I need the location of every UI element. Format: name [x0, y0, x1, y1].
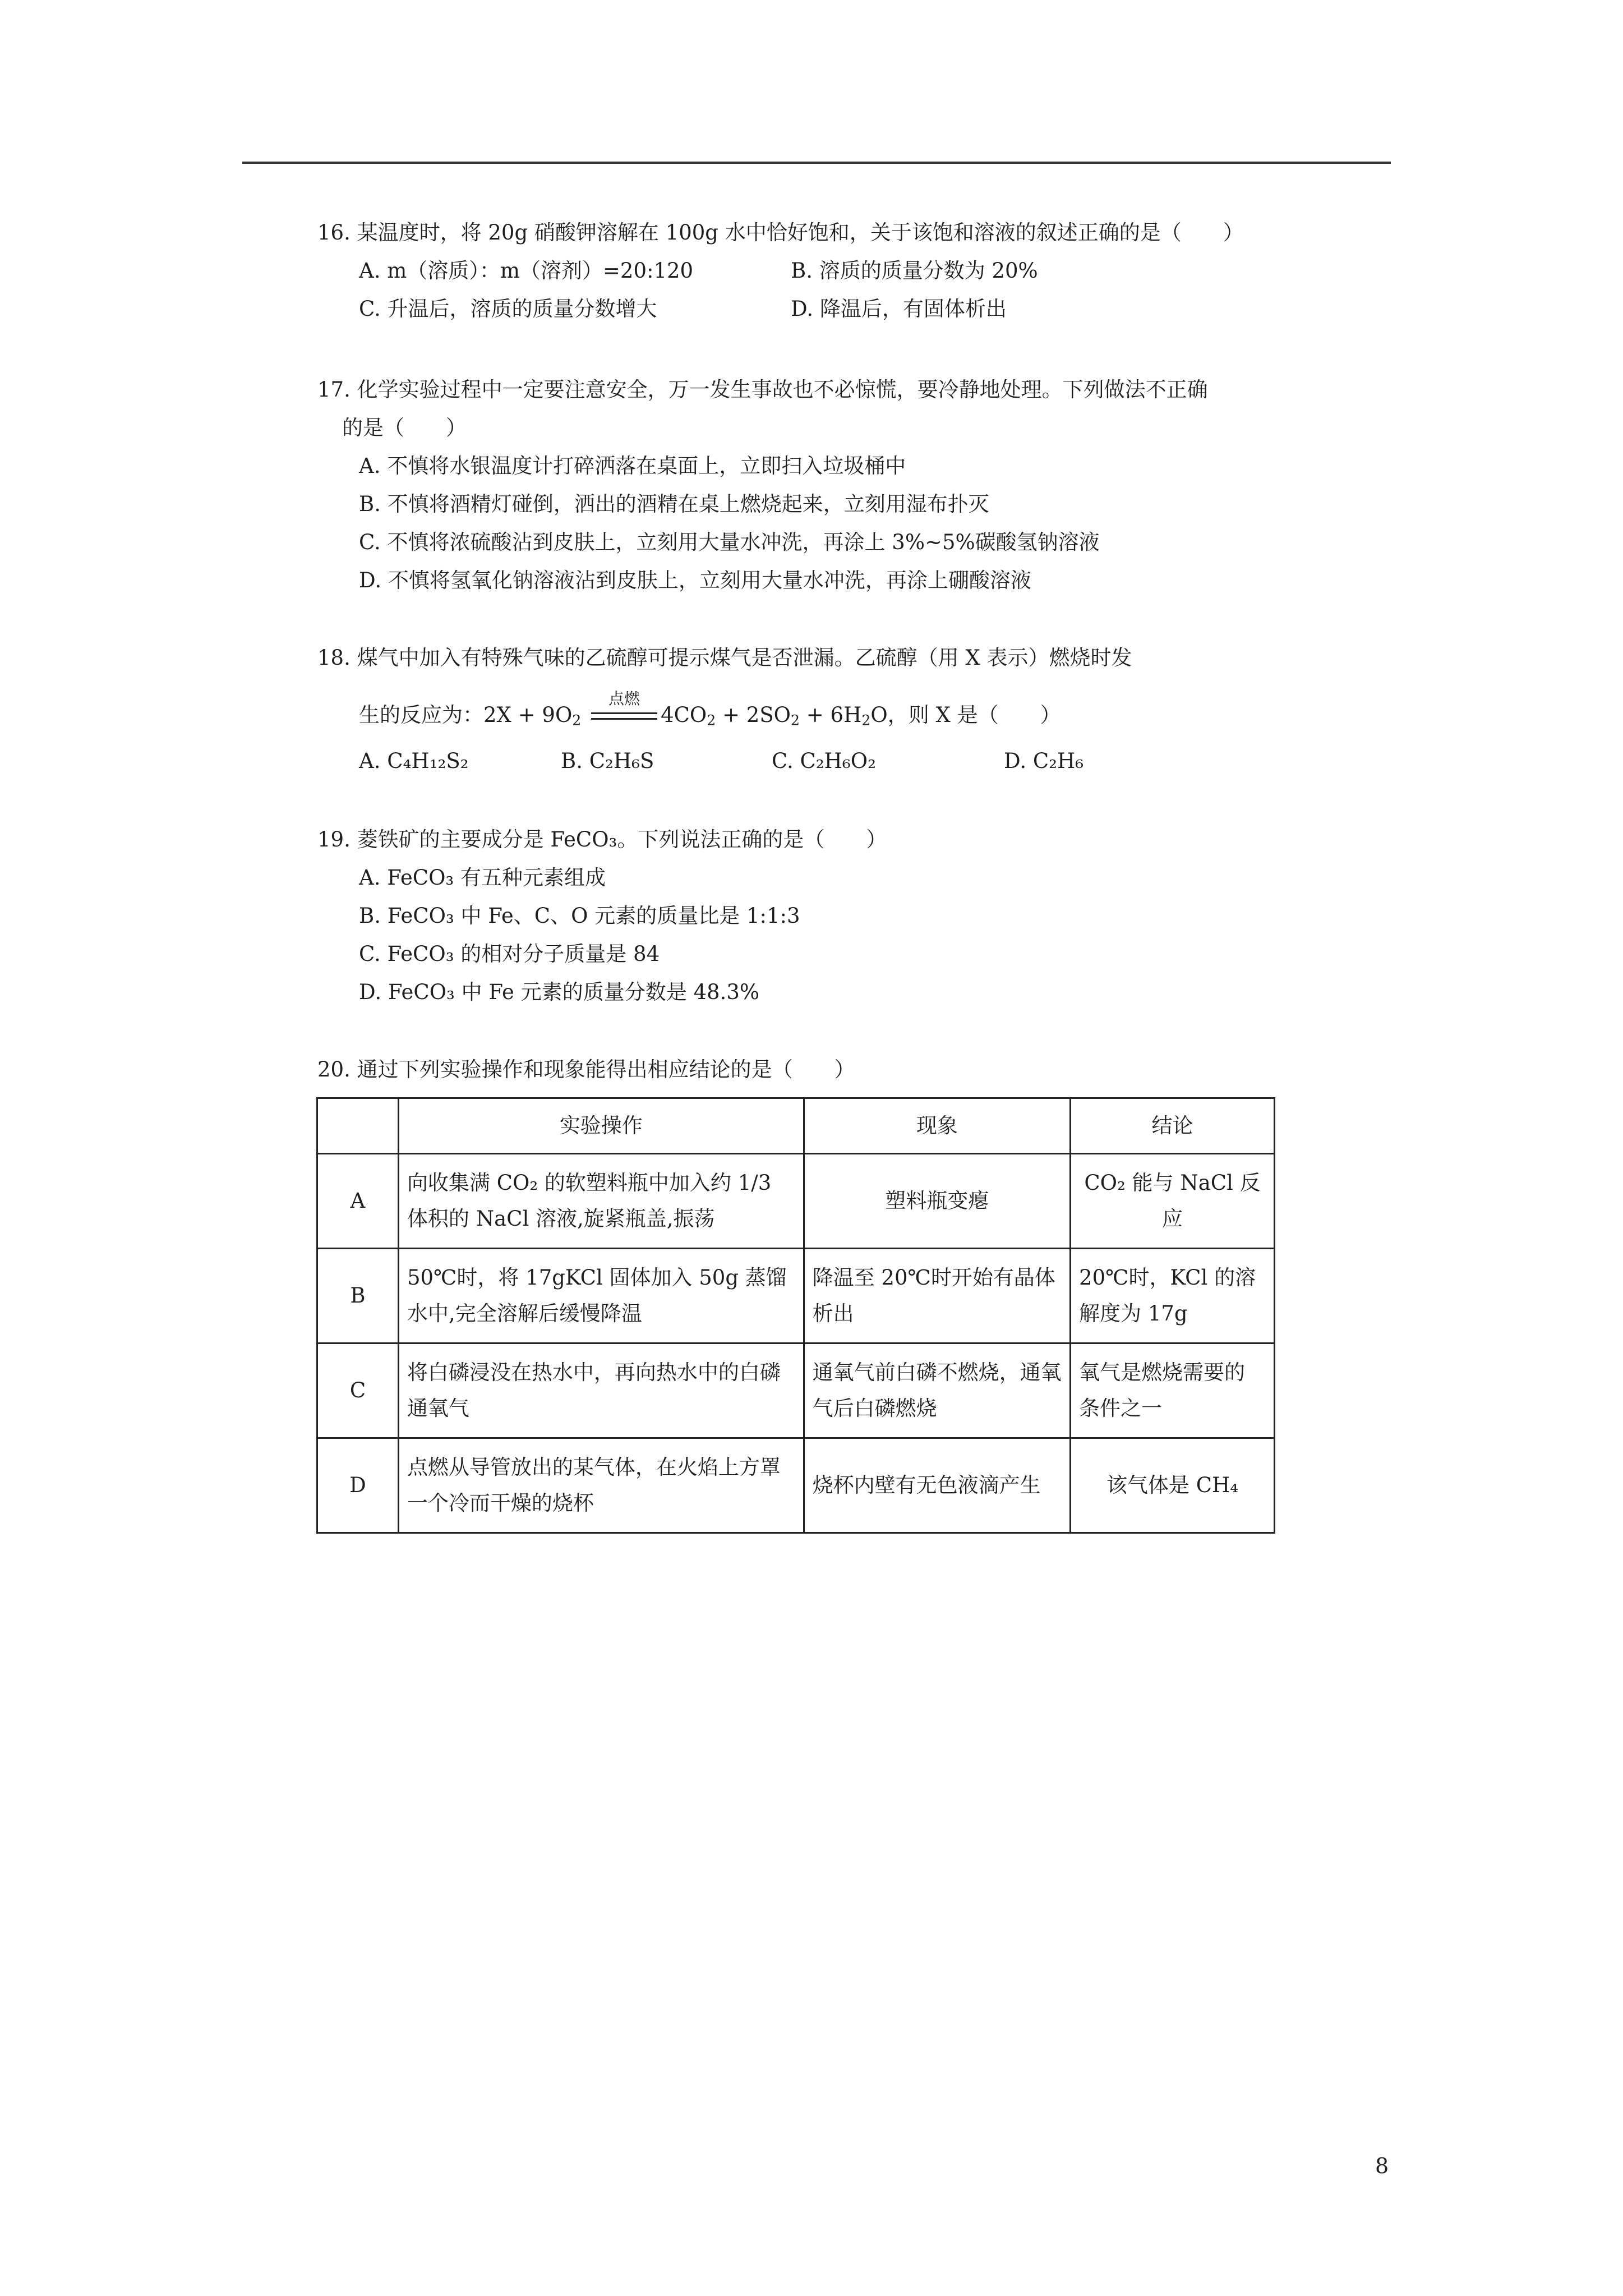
page-number: 8	[1375, 2154, 1389, 2178]
q16-stem: 16. 某温度时，将 20g 硝酸钾溶解在 100g 水中恰好饱和，关于该饱和溶液的叙述正确的是（ ）	[317, 220, 1244, 245]
table-row	[317, 1343, 1275, 1438]
q18-equation: 生的反应为：$2X + 9O_2$ 点燃 $4CO_2 + 2SO_2 + 6H_2O$，则 X 是（ ）	[359, 689, 1061, 729]
table-row	[317, 1154, 1275, 1249]
row-operation: 将白磷浸没在热水中，再向热水中的白磷通氧气	[398, 1343, 804, 1438]
table-header-operation: 实验操作	[398, 1098, 804, 1154]
q17-option-a: A. 不慎将水银温度计打碎洒落在桌面上，立即扫入垃圾桶中	[359, 454, 906, 478]
q19-option-b: B. FeCO₃ 中 Fe、C、O 元素的质量比是 1:1:3	[359, 904, 800, 928]
row-conclusion: 该气体是 CH₄	[1071, 1438, 1275, 1533]
q17-option-d: D. 不慎将氢氧化钠溶液沾到皮肤上，立刻用大量水冲洗，再涂上硼酸溶液	[359, 568, 1031, 592]
row-conclusion: CO₂ 能与 NaCl 反应	[1071, 1154, 1275, 1249]
table-header-conclusion: 结论	[1071, 1098, 1275, 1154]
q16-option-c: C. 升温后，溶质的质量分数增大	[359, 297, 657, 321]
q16-option-b: B. 溶质的质量分数为 20%	[791, 259, 1038, 283]
row-key: B	[317, 1249, 399, 1343]
q19-stem: 19. 菱铁矿的主要成分是 FeCO₃。下列说法正确的是（ ）	[317, 827, 887, 852]
q18-stem-line1: 18. 煤气中加入有特殊气味的乙硫醇可提示煤气是否泄漏。乙硫醇（用 X 表示）燃烧时发	[317, 646, 1132, 670]
row-phenomenon: 塑料瓶变瘪	[804, 1154, 1070, 1249]
table-header-phenomenon: 现象	[804, 1098, 1070, 1154]
table-row	[317, 1249, 1275, 1343]
q18-option-a: A. C₄H₁₂S₂	[359, 749, 469, 773]
q17-option-b: B. 不慎将酒精灯碰倒，洒出的酒精在桌上燃烧起来，立刻用湿布扑灭	[359, 492, 989, 516]
row-phenomenon: 通氧气前白磷不燃烧，通氧气后白磷燃烧	[804, 1343, 1070, 1438]
row-operation: 向收集满 CO₂ 的软塑料瓶中加入约 1/3 体积的 NaCl 溶液,旋紧瓶盖,振荡	[398, 1154, 804, 1249]
header-rule	[242, 162, 1391, 164]
table-header-blank	[317, 1098, 399, 1154]
q18-option-b: B. C₂H₆S	[561, 749, 654, 773]
row-key: C	[317, 1343, 399, 1438]
table-row	[317, 1438, 1275, 1533]
q16-option-d: D. 降温后，有固体析出	[791, 297, 1007, 321]
experiment-table	[316, 1097, 1275, 1534]
row-operation: 点燃从导管放出的某气体，在火焰上方罩一个冷而干燥的烧杯	[398, 1438, 804, 1533]
q17-stem-line1: 17. 化学实验过程中一定要注意安全，万一发生事故也不必惊慌，要冷静地处理。下列做法不正确	[317, 378, 1208, 402]
table-header-row	[317, 1098, 1275, 1154]
q16-option-a: A. m（溶质）：m（溶剂）=20:120	[359, 259, 694, 283]
row-key: D	[317, 1438, 399, 1533]
row-key: A	[317, 1154, 399, 1249]
q19-option-d: D. FeCO₃ 中 Fe 元素的质量分数是 48.3%	[359, 980, 760, 1004]
q18-option-d: D. C₂H₆	[1004, 749, 1084, 773]
row-conclusion: 20℃时，KCl 的溶解度为 17g	[1071, 1249, 1275, 1343]
q19-option-a: A. FeCO₃ 有五种元素组成	[359, 866, 606, 890]
q17-stem-line2: 的是（ ）	[342, 416, 467, 440]
row-phenomenon: 降温至 20℃时开始有晶体析出	[804, 1249, 1070, 1343]
row-operation: 50℃时，将 17gKCl 固体加入 50g 蒸馏水中,完全溶解后缓慢降温	[398, 1249, 804, 1343]
row-conclusion: 氧气是燃烧需要的条件之一	[1071, 1343, 1275, 1438]
row-phenomenon: 烧杯内壁有无色液滴产生	[804, 1438, 1070, 1533]
q20-stem: 20. 通过下列实验操作和现象能得出相应结论的是（ ）	[317, 1057, 855, 1082]
q19-option-c: C. FeCO₃ 的相对分子质量是 84	[359, 942, 660, 966]
reaction-arrow	[591, 689, 657, 728]
reaction-condition: 点燃	[608, 689, 640, 708]
q18-option-c: C. C₂H₆O₂	[772, 749, 876, 773]
q17-option-c: C. 不慎将浓硫酸沾到皮肤上，立刻用大量水冲洗，再涂上 3%~5%碳酸氢钠溶液	[359, 530, 1100, 554]
